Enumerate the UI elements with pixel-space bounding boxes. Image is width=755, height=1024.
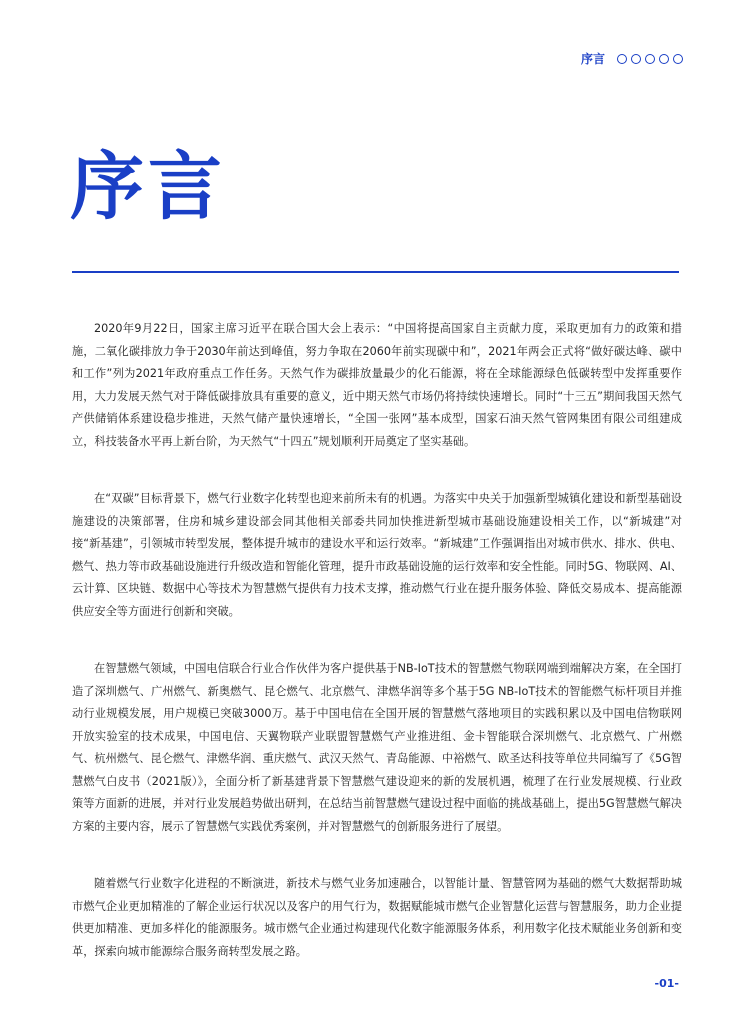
paragraph: 2020年9月22日，国家主席习近平在联合国大会上表示：“中国将提高国家自主贡献力度，采取更加有力的政策和措施，二氧化碳排放力争于2030年前达到峰值，努力争取在2060年前实现碳中和”，2021年两会正式将“做好碳达峰、碳中和工作”列为2021年政府重点工作任务。天然气作为碳排放量最少的化石能源，将在全球能源绿色低碳转型中发挥重要作用，大力发展天然气对于降低碳排放具有重要的意义，近中期天然气市场仍将持续快速增长。同时“十三五”期间我国天然气产供储销体系建设稳步推进，天然气储产量快速增长，“全国一张网”基本成型，国家石油天然气管网集团有限公司组建成立，科技装备水平再上新台阶，为天然气“十四五”规划顺利开局奠定了坚实基础。 xyxy=(72,322,682,448)
paragraph: 在“双碳”目标背景下，燃气行业数字化转型也迎来前所未有的机遇。为落实中央关于加强新型城镇化建设和新型基础设施建设的决策部署，住房和城乡建设部会同其他相关部委共同加快推进新型城市基础设施建设相关工作，以“新城建”对接“新基建”，引领城市转型发展，整体提升城市的建设水平和运行效率。“新城建”工作强调指出对城市供水、排水、供电、燃气、热力等市政基础设施进行升级改造和智能化管理，提升市政基础设施的运行效率和安全性能。同时5G、物联网、AI、云计算、区块链、数据中心等技术为智慧燃气提供有力技术支撑，推动燃气行业在提升服务体验、降低交易成本、提高能源供应安全等方面进行创新和突破。 xyxy=(72,492,682,618)
progress-dots xyxy=(617,54,683,64)
paragraph: 在智慧燃气领域，中国电信联合行业合作伙伴为客户提供基于NB-IoT技术的智慧燃气物联网端到端解决方案，在全国打造了深圳燃气、广州燃气、新奥燃气、昆仑燃气、北京燃气、津燃华润等多个基于5G NB-IoT技术的智能燃气标杆项目并推动行业规模发展，用户规模已突破3000万。基于中国电信在全国开展的智慧燃气落地项目的实践积累以及中国电信物联网开放实验室的技术成果，中国电信、天翼物联产业联盟智慧燃气产业推进组、金卡智能联合深圳燃气、北京燃气、广州燃气、杭州燃气、昆仑燃气、津燃华润、重庆燃气、武汉天然气、青岛能源、中裕燃气、欧圣达科技等单位共同编写了《5G智慧燃气白皮书（2021版）》，全面分析了新基建背景下智慧燃气建设迎来的新的发展机遇，梳理了在行业发展规模、行业政策等方面新的进展，并对行业发展趋势做出研判，在总结当前智慧燃气建设过程中面临的挑战基础上，提出5G智慧燃气解决方案的主要内容，展示了智慧燃气实践优秀案例，并对智慧燃气的创新服务进行了展望。 xyxy=(72,662,682,833)
title-divider xyxy=(72,271,679,273)
page-title: 序言 xyxy=(70,144,226,230)
page-number: -01- xyxy=(654,977,679,990)
paragraph: 随着燃气行业数字化进程的不断演进，新技术与燃气业务加速融合，以智能计量、智慧管网为基础的燃气大数据帮助城市燃气企业更加精准的了解企业运行状况以及客户的用气行为，数据赋能城市燃气企业智慧化运营与智慧服务，助力企业提供更加精准、更加多样化的能源服务。城市燃气企业通过构建现代化数字能源服务体系，利用数字化技术赋能业务创新和变革，探索向城市能源综合服务商转型发展之路。 xyxy=(72,877,682,958)
progress-dot xyxy=(673,54,683,64)
section-header xyxy=(581,50,683,67)
progress-dot xyxy=(617,54,627,64)
progress-dot xyxy=(659,54,669,64)
body-text xyxy=(72,318,682,998)
progress-dot xyxy=(631,54,641,64)
section-label: 序言 xyxy=(580,52,605,66)
progress-dot xyxy=(645,54,655,64)
